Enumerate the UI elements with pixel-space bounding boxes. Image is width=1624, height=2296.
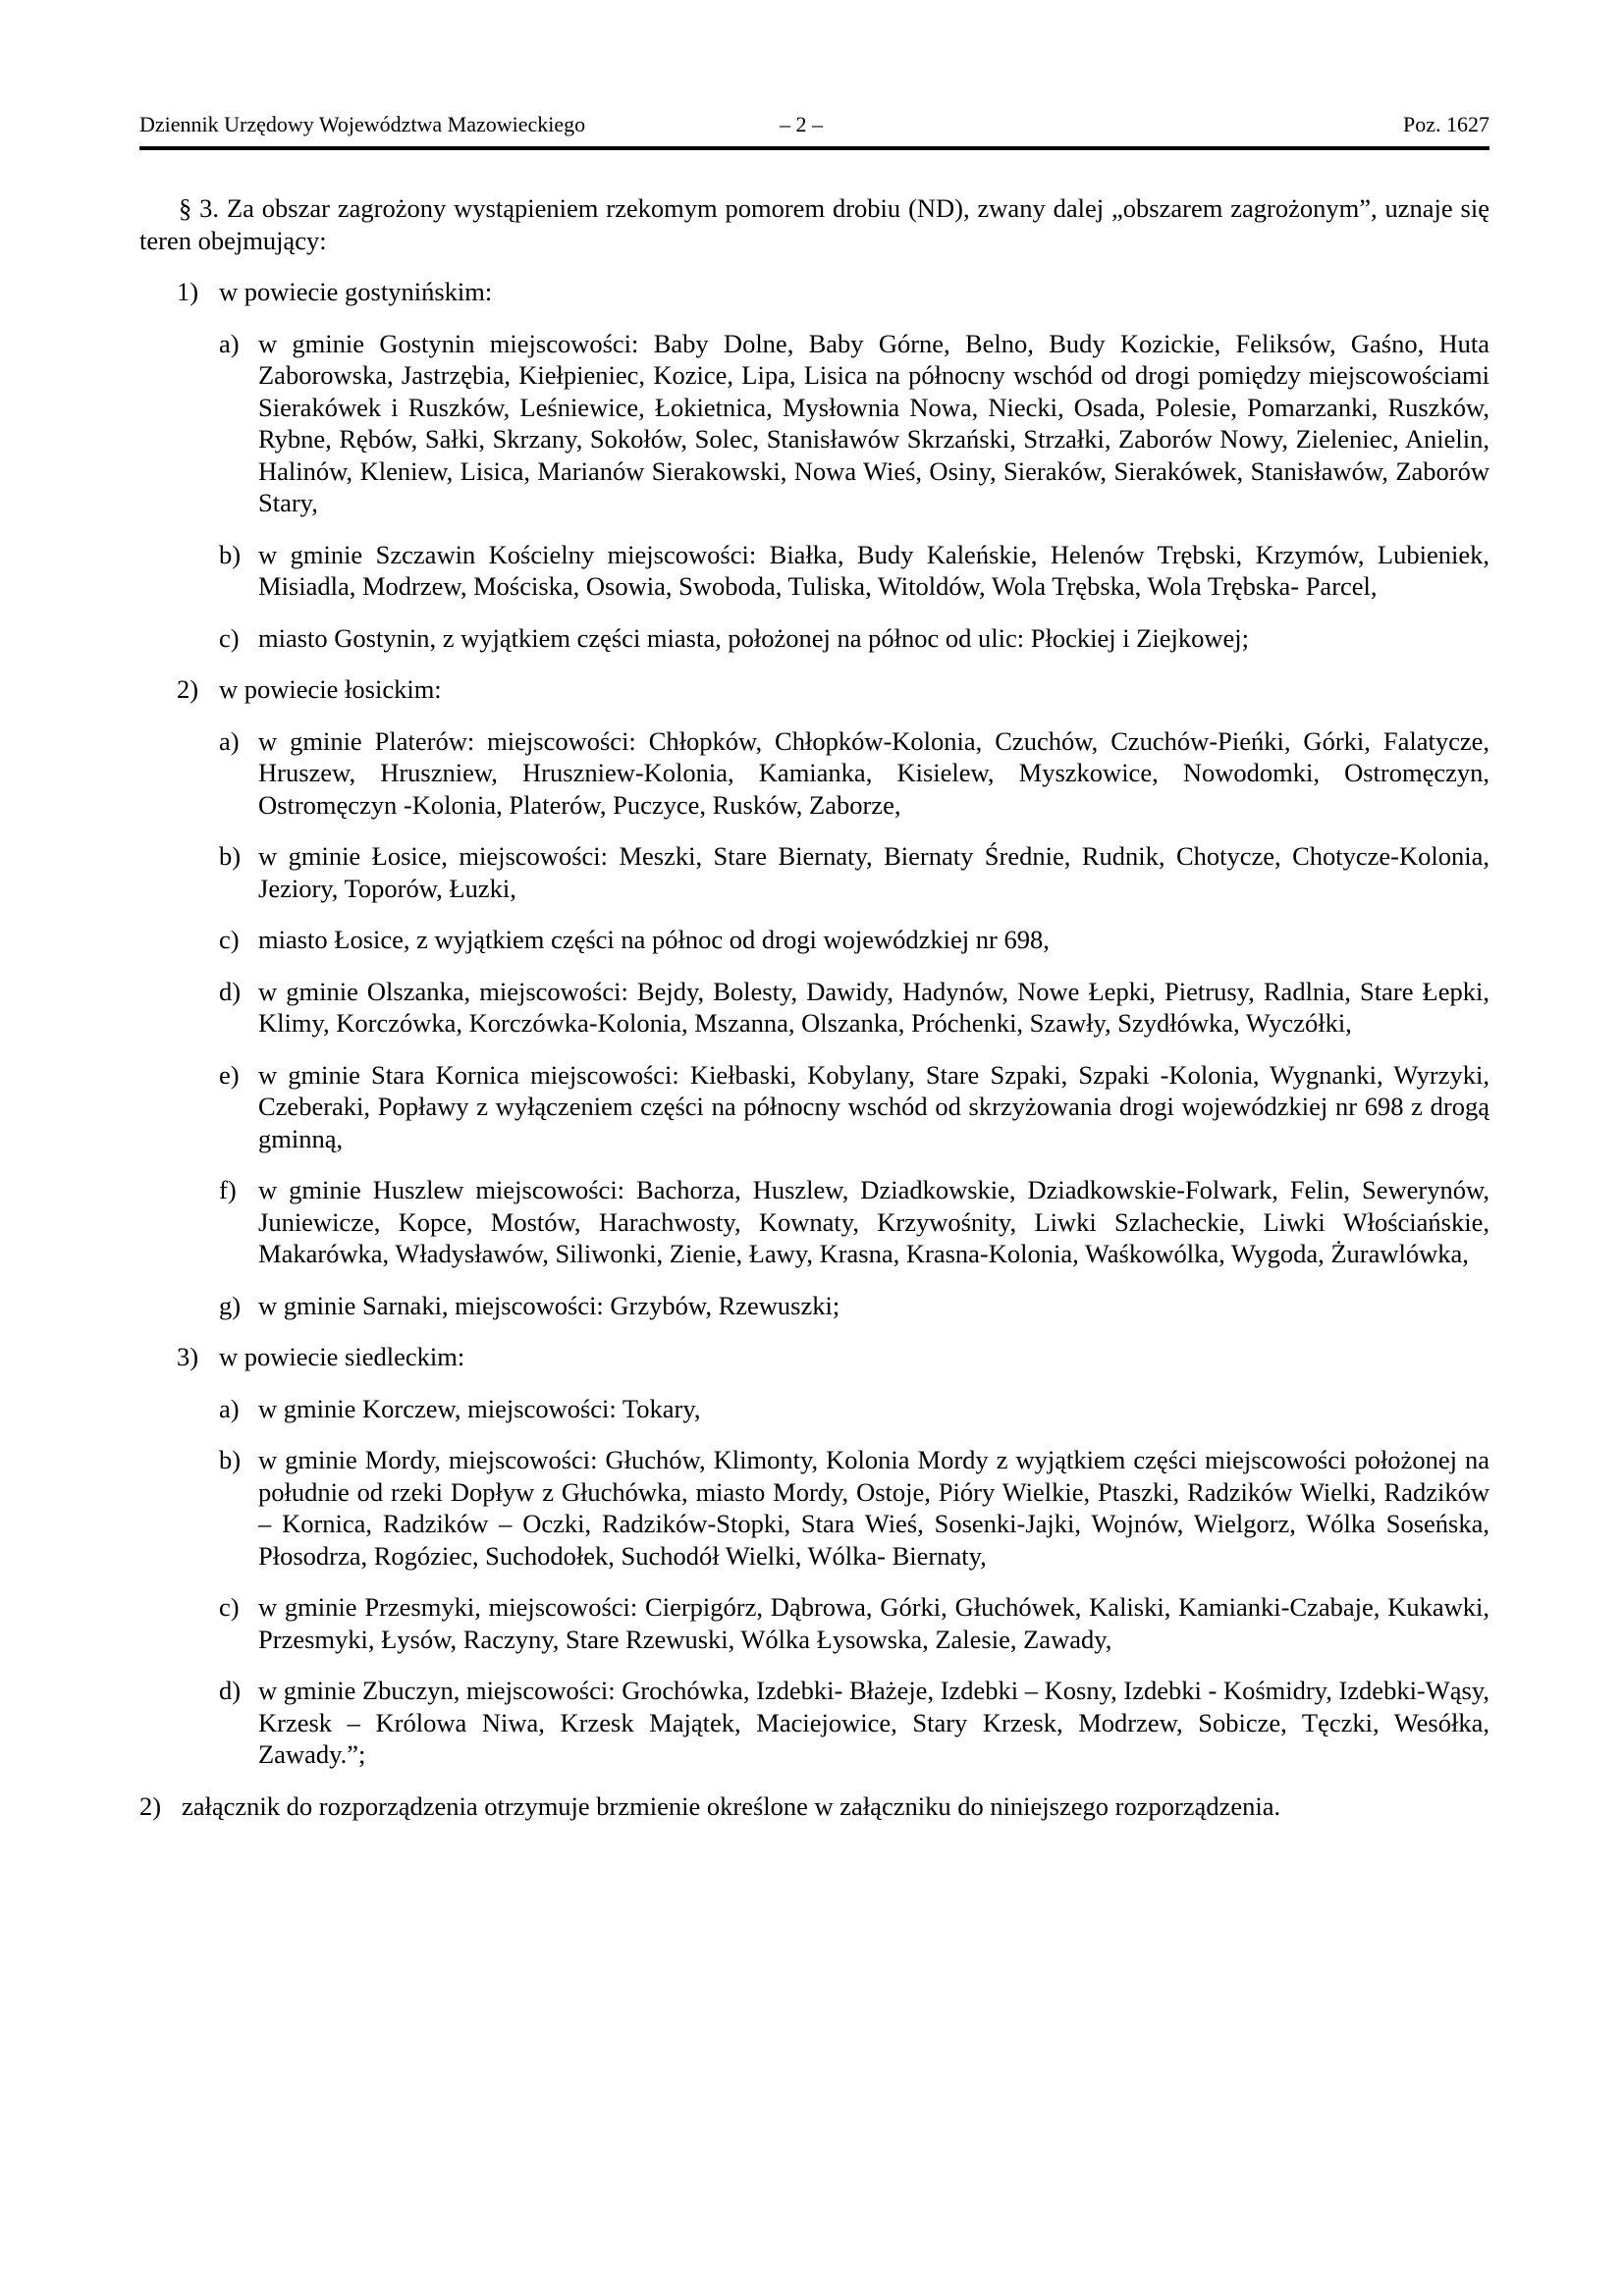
gmina-item: [139, 539, 1489, 603]
gmina-letter: d): [219, 1676, 242, 1705]
district-item: [139, 673, 1489, 706]
gmina-letter: b): [219, 539, 242, 569]
district-number: 3): [177, 1342, 199, 1371]
gmina-text: w gminie Stara Kornica miejscowości: Kiełbaski, Kobylany, Stare Szpaki, Szpaki -Kolonia, Wygnanki, Wyrzyki, Czeberaki, Popławy z wyłączeniem części na północny wschód od skrzyżowania drogi wojewódzkiej nr 698 z drogą gminną,: [258, 1059, 1489, 1153]
gmina-item: [139, 1675, 1489, 1771]
section-intro: § 3. Za obszar zagrożony wystąpieniem rzekomym pomorem drobiu (ND), zwany dalej „obszarem zagrożonym”, uznaje się teren obejmujący:: [139, 193, 1489, 255]
district-label: w powiecie gostynińskim:: [219, 277, 493, 306]
district-number: 1): [177, 277, 199, 306]
page-header: [139, 111, 1489, 148]
gmina-item: [139, 1393, 1489, 1425]
district-item: [139, 276, 1489, 308]
gmina-letter: c): [219, 925, 240, 954]
gmina-letter: a): [219, 1393, 240, 1423]
gmina-item: [139, 924, 1489, 956]
document-body: [139, 192, 1489, 1842]
header-rule: [139, 146, 1489, 150]
gmina-letter: b): [219, 841, 242, 871]
district-number: 2): [177, 674, 199, 704]
district-label: w powiecie siedleckim:: [219, 1342, 465, 1371]
gmina-item: [139, 1444, 1489, 1572]
district-label: w powiecie łosickim:: [219, 674, 442, 704]
gmina-item: [139, 725, 1489, 822]
gmina-text: w gminie Gostynin miejscowości: Baby Dolne, Baby Górne, Belno, Budy Kozickie, Feliksów, Gaśno, Huta Zaborowska, Jastrzębia, Kiełpieniec, Kozice, Lipa, Lisica na północny wschód od drogi pomiędzy miejscowościami Sierakówek i Ruszków, Leśniewice, Łokietnica, Mysłownia Nowa, Niecki, Osada, Polesie, Pomarzanki, Ruszków, Rybne, Rębów, Sałki, Skrzany, Sokołów, Solec, Stanisławów Skrzański, Strzałki, Zaborów Nowy, Zieleniec, Anielin, Halinów, Kleniew, Lisica, Marianów Sierakowski, Nowa Wieś, Osiny, Sieraków, Sierakówek, Stanisławów, Zaborów Stary,: [258, 328, 1489, 517]
closing-item: [139, 1790, 1489, 1823]
gmina-letter: d): [219, 976, 242, 1006]
journal-title: Dziennik Urzędowy Województwa Mazowieckiego: [139, 112, 586, 136]
gmina-letter: e): [219, 1059, 240, 1090]
gmina-item: [139, 840, 1489, 904]
gmina-letter: c): [219, 622, 240, 653]
gmina-item: [139, 1591, 1489, 1655]
gmina-letter: a): [219, 725, 240, 756]
gmina-letter: c): [219, 1592, 240, 1622]
gmina-letter: b): [219, 1445, 242, 1474]
gmina-item: [139, 328, 1489, 519]
gmina-item: [139, 1290, 1489, 1322]
gmina-text: w gminie Sarnaki, miejscowości: Grzybów, Rzewuszki;: [258, 1290, 840, 1320]
gmina-item: [139, 622, 1489, 655]
gmina-letter: g): [219, 1290, 242, 1320]
gmina-item: [139, 1174, 1489, 1270]
gmina-letter: a): [219, 328, 240, 358]
gmina-letter: f): [219, 1175, 237, 1204]
gmina-text: w gminie Szczawin Kościelny miejscowości: Białka, Budy Kaleńskie, Helenów Trębski, Krzymów, Lubieniek, Misiadla, Modrzew, Mościska, Osowia, Swoboda, Tuliska, Witoldów, Wola Trębska, Wola Trębska- Parcel,: [258, 539, 1489, 601]
gmina-item: [139, 976, 1489, 1040]
gmina-text: w gminie Zbuczyn, miejscowości: Grochówka, Izdebki- Błażeje, Izdebki – Kosny, Izdebki - Kośmidry, Izdebki-Wąsy, Krzesk – Królowa Niwa, Krzesk Majątek, Maciejowice, Stary Krzesk, Modrzew, Sobicze, Tęczki, Wesółka, Zawady.”;: [258, 1676, 1489, 1769]
closing-text: załącznik do rozporządzenia otrzymuje brzmienie określone w załączniku do niniejszego rozporządzenia.: [182, 1790, 1281, 1821]
page-number: – 2 –: [780, 112, 823, 136]
gmina-text: w gminie Platerów: miejscowości: Chłopków, Chłopków-Kolonia, Czuchów, Czuchów-Pieńki, Górki, Falatycze, Hruszew, Hruszniew, Hruszniew-Kolonia, Kamianka, Kisielew, Myszkowice, Nowodomki, Ostromęczyn, Ostromęczyn -Kolonia, Platerów, Puczyce, Rusków, Zaborze,: [258, 725, 1489, 820]
position-number: Poz. 1627: [1403, 112, 1489, 136]
gmina-text: miasto Łosice, z wyjątkiem części na północ od drogi wojewódzkiej nr 698,: [258, 925, 1050, 954]
gmina-text: miasto Gostynin, z wyjątkiem części miasta, położonej na północ od ulic: Płockiej i Ziejkowej;: [258, 622, 1249, 653]
gmina-text: w gminie Mordy, miejscowości: Głuchów, Klimonty, Kolonia Mordy z wyjątkiem części miejscowości położonej na południe od rzeki Dopływ z Głuchówka, miasto Mordy, Ostoje, Pióry Wielkie, Ptaszki, Radzików Wielki, Radzików – Kornica, Radzików – Oczki, Radzików-Stopki, Stara Wieś, Sosenki-Jajki, Wojnów, Wielgorz, Wólka Soseńska, Płosodrza, Rogóziec, Suchodołek, Suchodół Wielki, Wólka- Biernaty,: [258, 1445, 1489, 1571]
gmina-text: w gminie Łosice, miejscowości: Meszki, Stare Biernaty, Biernaty Średnie, Rudnik, Chotycze, Chotycze-Kolonia, Jeziory, Toporów, Łuzki,: [258, 841, 1489, 903]
gmina-text: w gminie Korczew, miejscowości: Tokary,: [258, 1393, 701, 1423]
gmina-text: w gminie Olszanka, miejscowości: Bejdy, Bolesty, Dawidy, Hadynów, Nowe Łepki, Pietrusy, Radlnia, Stare Łepki, Klimy, Korczówka, Korczówka-Kolonia, Mszanna, Olszanka, Próchenki, Szawły, Szydłówka, Wyczółki,: [258, 976, 1489, 1038]
gmina-item: [139, 1059, 1489, 1155]
gmina-text: w gminie Przesmyki, miejscowości: Cierpigórz, Dąbrowa, Górki, Głuchówek, Kaliski, Kamianki-Czabaje, Kukawki, Przesmyki, Łysów, Raczyny, Stare Rzewuski, Wólka Łysowska, Zalesie, Zawady,: [258, 1592, 1489, 1654]
closing-number: 2): [139, 1790, 162, 1821]
gmina-text: w gminie Huszlew miejscowości: Bachorza, Huszlew, Dziadkowskie, Dziadkowskie-Folwark, Felin, Sewerynów, Juniewicze, Kopce, Mostów, Harachwosty, Kownaty, Krzywośnity, Liwki Szlacheckie, Liwki Włościańskie, Makarówka, Władysławów, Siliwonki, Zienie, Ławy, Krasna, Krasna-Kolonia, Waśkowólka, Wygoda, Żurawlówka,: [258, 1175, 1489, 1268]
district-item: [139, 1341, 1489, 1373]
